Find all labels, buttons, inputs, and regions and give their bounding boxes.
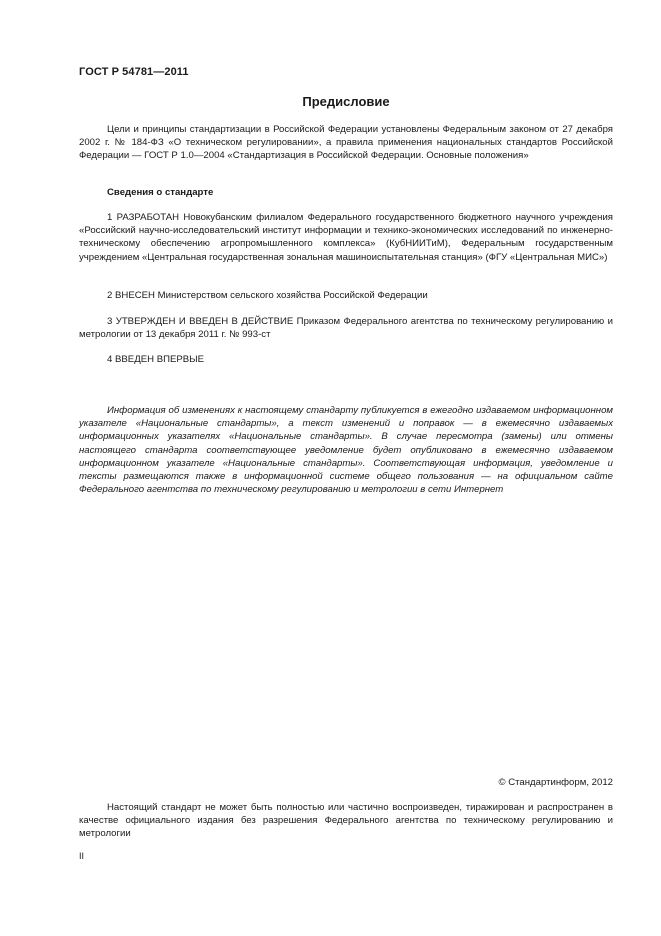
info-heading: Сведения о стандарте <box>107 187 214 198</box>
page-title: Предисловие <box>302 94 390 109</box>
changes-notice: Информация об изменениях к настоящему стандарту публикуется в ежегодно издаваемом информационном указателе «Национальные стандарты», а текст изменений и поправок — в ежемесячно издаваемых информационных указателях «Национальные стандарты». В случае пересмотра (замены) или отмены настоящего стандарта соответствующее уведомление будет опубликовано в ежемесячно издаваемом информационном указателе «Национальные стандарты». Соответствующая информация, уведомление и тексты размещаются также в информационной системе общего пользования — на официальном сайте Федерального агентства по техническому регулированию и метрологии в сети Интернет <box>79 405 613 496</box>
page-number: II <box>79 851 85 861</box>
item-submitted: 2 ВНЕСЕН Министерством сельского хозяйства Российской Федерации <box>107 290 428 301</box>
item-developed: 1 РАЗРАБОТАН Новокубанским филиалом Федерального государственного бюджетного научного учреждения «Российский научно-исследовательский институт информации и технико-экономических исследований по инженерно-техническому обеспечению агропромышленного комплекса» (КубНИИТиМ), Федеральным государственным учреждением «Центральная государственная зональная машиноиспытательная станция» (ФГУ «Центральная МИС») <box>79 212 613 263</box>
item-introduced: 4 ВВЕДЕН ВПЕРВЫЕ <box>107 354 205 365</box>
intro-paragraph: Цели и принципы стандартизации в Российской Федерации установлены Федеральным законом от 27 декабря 2002 г. № 184-ФЗ «О техническом регулировании», а правила применения национальных стандартов Российской Федерации — ГОСТ Р 1.0—2004 «Стандартизация в Российской Федерации. Основные положения» <box>79 124 613 162</box>
item-approved: 3 УТВЕРЖДЕН И ВВЕДЕН В ДЕЙСТВИЕ Приказом Федерального агентства по техническому регулированию и метрологии от 13 декабря 2011 г. № 993-ст <box>79 316 613 341</box>
standard-code-header: ГОСТ Р 54781—2011 <box>79 66 189 78</box>
copyright-line: © Стандартинформ, 2012 <box>498 777 613 788</box>
reproduction-notice: Настоящий стандарт не может быть полностью или частично воспроизведен, тиражирован и распространен в качестве официального издания без разрешения Федерального агентства по техническому регулированию и метрологии <box>79 802 613 840</box>
